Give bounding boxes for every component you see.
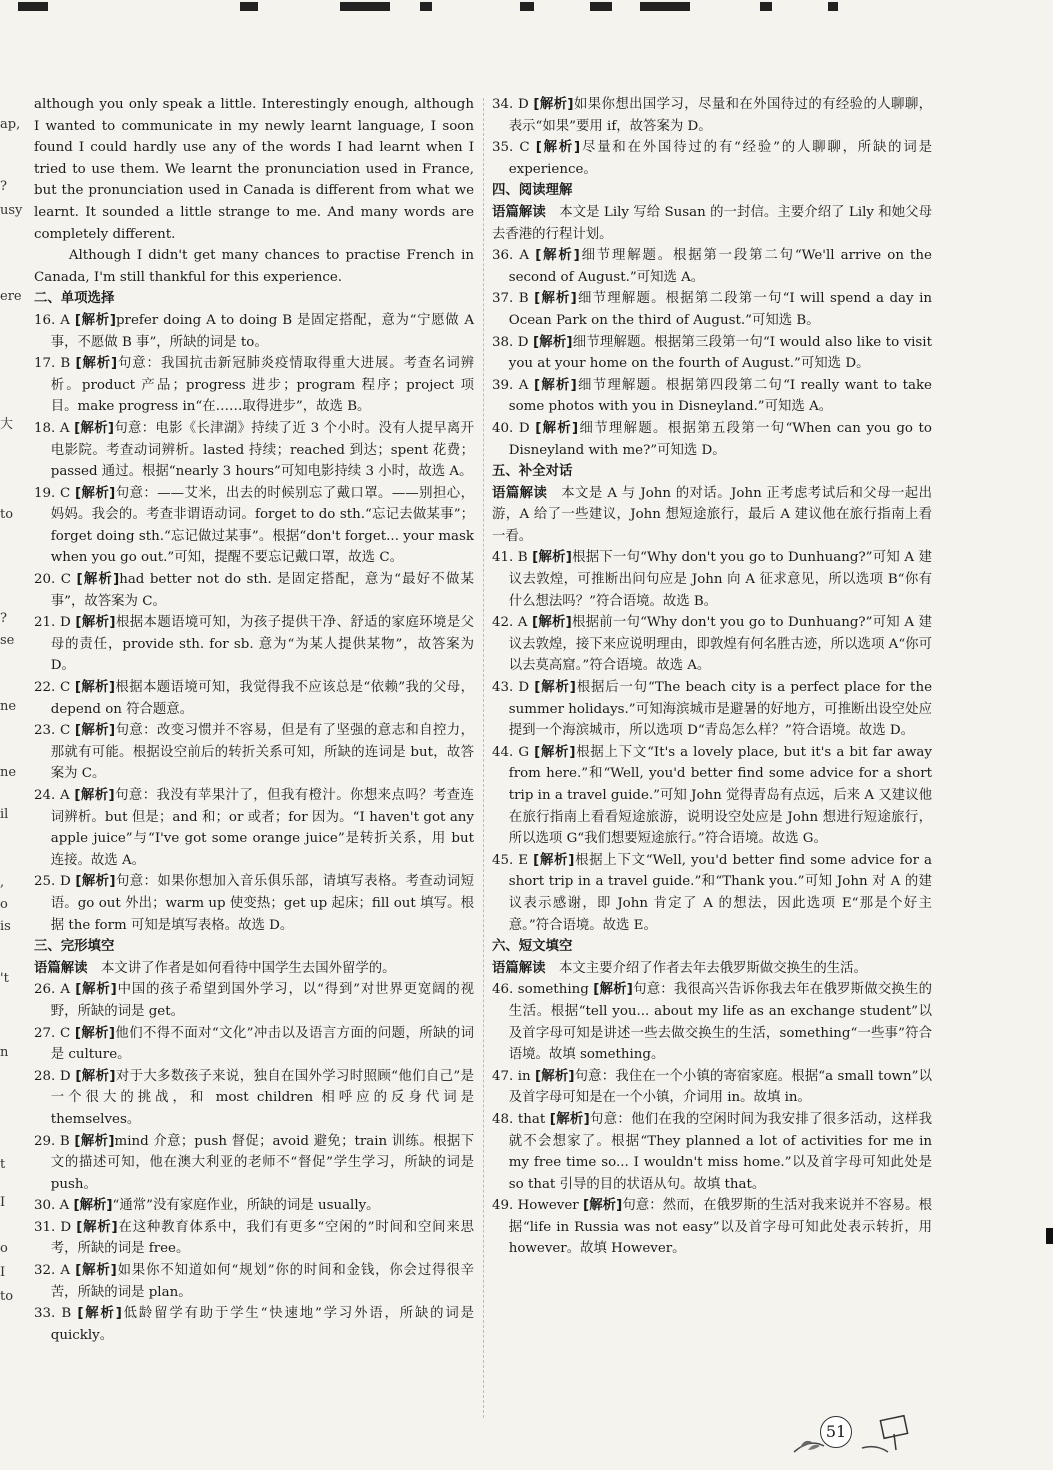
answer-item-39: 39. A [解析]细节理解题。根据第四段第二句“I really want to take some photos with you in Disneyland.”可知选 A。 (492, 377, 932, 415)
answer-item-22: 22. C [解析]根据本题语境可知，我觉得我不应该总是“依赖”我的父母，depend on 符合题意。 (34, 680, 474, 717)
answer-item-38: 38. D [解析]细节理解题。根据第三段第一句“I would also like to visit you at your home on the fourth of August.”可知选 D。 (492, 334, 932, 372)
section-heading-cloze: 三、完形填空 (34, 939, 115, 955)
right-column (492, 94, 932, 1260)
section-heading-reading: 四、阅读理解 (492, 183, 573, 199)
answer-item-18: 18. A [解析]句意：电影《长津湖》持续了近 3 个小时。没有人提早离开电影院。考查动词辨析。lasted 持续；reached 到达；spent 花费；passed 通过。根据“nearly 3 hours”可知电影持续 3 小时，故选 A。 (34, 420, 474, 480)
left-edge-cutoff-text: ap, ? usy ere 大 to ? se ne ne il , o is 't n t I o I to (0, 117, 23, 1304)
answer-item-28: 28. D [解析]对于大多数孩子来说，独自在国外学习时照顾“他们自己”是一个很大的挑战，和 most children 相呼应的反身代词是 themselves。 (34, 1068, 474, 1127)
answer-item-33: 33. B [解析]低龄留学有助于学生“快速地”学习外语，所缺的词是 quickly。 (34, 1306, 474, 1343)
section-intro-dialogue: 语篇解读 本文是 A 与 John 的对话。John 正考虑考试后和父母一起出游，A 给了一些建议，John 想短途旅行，最后 A 建议他在旅行指南上看一看。 (492, 485, 933, 544)
answer-item-23: 23. C [解析]句意：改变习惯并不容易，但是有了坚强的意志和自控力，那就有可能。根据设空前后的转折关系可知，所缺的连词是 but，故答案为 C。 (34, 723, 474, 782)
answer-item-36: 36. A [解析]细节理解题。根据第一段第二句“We'll arrive on the second of August.”可知选 A。 (492, 248, 932, 285)
right-edge-mark (1046, 1228, 1053, 1244)
answer-item-41: 41. B [解析]根据下一句“Why don't you go to Dunhuang?”可知 A 建议去敦煌，可推断出问句应是 John 向 A 征求意见，所以选项 B“你有什么想法吗？”符合语境。故选 B。 (492, 550, 932, 609)
answer-item-31: 31. D [解析]在这种教育体系中，我们有更多“空闲的”时间和空间来思考，所缺的词是 free。 (34, 1219, 474, 1257)
section-heading-passage-fill: 六、短文填空 (492, 939, 573, 955)
answer-item-40: 40. D [解析]细节理解题。根据第五段第一句“When can you go to Disneyland with me?”可知选 D。 (492, 420, 932, 458)
answer-item-25: 25. D [解析]句意：如果你想加入音乐俱乐部，请填写表格。考查动词短语。go out 外出；warm up 使变热；get up 起床；fill out 填写。根据 the form 可知是填写表格。故选 D。 (34, 874, 474, 933)
left-column (34, 94, 474, 1346)
section-intro-cloze: 语篇解读 本文讲了作者是如何看待中国学生去国外留学的。 (34, 960, 396, 976)
answer-item-24: 24. A [解析]句意：我没有苹果汁了，但我有橙汁。你想来点吗？考查连词辨析。but 但是；and 和；or 或者；for 因为。“I haven't got any apple juice”与“I've got some orange juice”是转折关系，用 but 连接。故选 A。 (34, 788, 474, 868)
answer-item-46: 46. something [解析]句意：我很高兴告诉你我去年在俄罗斯做交换生的生活。根据“tell you... about my life as an exchange student”以及首字母可知是讲述一些去做交换生的生活，something“一些事”符合语境。故填 something。 (492, 982, 932, 1063)
answer-item-20: 20. C [解析]had better not do sth. 是固定搭配，意为“最好不做某事”，故答案为 C。 (34, 572, 474, 609)
answer-item-29: 29. B [解析]mind 介意；push 督促；avoid 避免；train 训练。根据下文的描述可知，他在澳大利亚的老师不“督促”学生学习，所缺的词是 push。 (34, 1133, 474, 1192)
answer-item-44: 44. G [解析]根据上下文“It's a lovely place, but it's a bit far away from here.”和“Well, you'd better find some advice for a short trip in a travel guide.”可知 John 觉得青岛有点远，后来 A 又建议他在旅行指南上看看短途旅游，说明设空处应是 John 想进行短途旅行，所以选项 G“我们想要短途旅行。”符合语境。故选 G。 (492, 744, 932, 847)
answer-item-30: 30. A [解析]“通常”没有家庭作业，所缺的词是 usually。 (34, 1198, 380, 1214)
page-number: 51 (820, 1416, 852, 1448)
section-intro-passage-fill: 语篇解读 本文主要介绍了作者去年去俄罗斯做交换生的生活。 (492, 960, 867, 976)
passage-paragraph: Although I didn't get many chances to practise French in Canada, I'm still thankful for this experience. (34, 248, 474, 285)
section-heading-dialogue: 五、补全对话 (492, 464, 573, 480)
answer-item-42: 42. A [解析]根据前一句“Why don't you go to Dunhuang?”可知 A 建议去敦煌，接下来应说明理由，即敦煌有何名胜古迹，所以选项 A“你可以去莫高窟。”符合语境。故选 A。 (492, 615, 932, 674)
answer-item-16: 16. A [解析]prefer doing A to doing B 是固定搭配，意为“宁愿做 A 事，不愿做 B 事”，所缺的词是 to。 (34, 312, 474, 350)
answer-item-34: 34. D [解析]如果你想出国学习，尽量和在外国待过的有经验的人聊聊，表示“如果”要用 if，故答案为 D。 (492, 97, 932, 134)
answer-item-37: 37. B [解析]细节理解题。根据第二段第一句“I will spend a day in Ocean Park on the third of August.”可知选 B。 (492, 291, 932, 328)
passage-paragraph: although you only speak a little. Interestingly enough, although I wanted to communicate in my newly learnt language, I soon found I could hardly use any of the words I had learnt when I tried to use them. We learnt the pronunciation used in France, but the pronunciation used in Canada is different from what we learnt. It sounded a little strange to me. And many words are completely different. (34, 97, 474, 242)
section-intro-reading: 语篇解读 本文是 Lily 写给 Susan 的一封信。主要介绍了 Lily 和她父母去香港的行程计划。 (492, 204, 933, 242)
reading-passage-continuation (34, 94, 474, 288)
answer-item-27: 27. C [解析]他们不得不面对“文化”冲击以及语言方面的问题，所缺的词是 culture。 (34, 1025, 474, 1063)
answer-item-35: 35. C [解析]尽量和在外国待过的有“经验”的人聊聊，所缺的词是 experience。 (492, 140, 932, 177)
leaf-decoration-icon (790, 1408, 920, 1458)
answer-item-32: 32. A [解析]如果你不知道如何“规划”你的时间和金钱，你会过得很辛苦，所缺的词是 plan。 (34, 1263, 474, 1300)
answer-item-49: 49. However [解析]句意：然而，在俄罗斯的生活对我来说并不容易。根据“life in Russia was not easy”以及首字母可知此处表示转折，用 however。故填 However。 (492, 1198, 933, 1257)
answer-item-19: 19. C [解析]句意：——艾米，出去的时候别忘了戴口罩。——别担心，妈妈。我会的。考查非谓语动词。forget to do sth.“忘记去做某事”；forget doing sth.“忘记做过某事”。根据“don't forget... your mask when you go out.”可知，提醒不要忘记戴口罩，故选 C。 (34, 485, 474, 566)
section-heading-single-choice: 二、单项选择 (34, 291, 115, 307)
answer-item-21: 21. D [解析]根据本题语境可知，为孩子提供干净、舒适的家庭环境是父母的责任，provide sth. for sb. 意为“为某人提供某物”，故答案为 D。 (34, 615, 474, 674)
answer-item-43: 43. D [解析]根据后一句“The beach city is a perfect place for the summer holidays.”可知海滨城市是避暑的好地方，可推断出设空处应提到一个海滨城市，所以选项 D“青岛怎么样？”符合语境。故选 D。 (492, 680, 932, 739)
answer-item-26: 26. A [解析]中国的孩子希望到国外学习，以“得到”对世界更宽阔的视野，所缺的词是 get。 (34, 982, 474, 1019)
answer-item-17: 17. B [解析]句意：我国抗击新冠肺炎疫情取得重大进展。考查名词辨析。product 产品；progress 进步；program 程序；project 项目。make progress in“在……取得进步”，故选 B。 (34, 356, 474, 415)
top-crop-strip (0, 0, 1053, 16)
answer-item-48: 48. that [解析]句意：他们在我的空闲时间为我安排了很多活动，这样我就不会想家了。根据“They planned a lot of activities for me in my free time so... I wouldn't miss home.”以及首字母可知此处是 so that 引导的目的状语从句。故填 that。 (492, 1111, 933, 1192)
column-divider (483, 98, 484, 1418)
page-footer (790, 1408, 920, 1458)
answer-item-45: 45. E [解析]根据上下文“Well, you'd better find some advice for a short trip in a travel guide.”和“Thank you.”可知 John 对 A 的建议表示感谢，即 John 肯定了 A 的想法，因此选项 E“那是个好主意。”符合语境。故选 E。 (492, 852, 932, 933)
answer-item-47: 47. in [解析]句意：我住在一个小镇的寄宿家庭。根据“a small town”以及首字母可知是在一个小镇，介词用 in。故填 in。 (492, 1068, 932, 1106)
